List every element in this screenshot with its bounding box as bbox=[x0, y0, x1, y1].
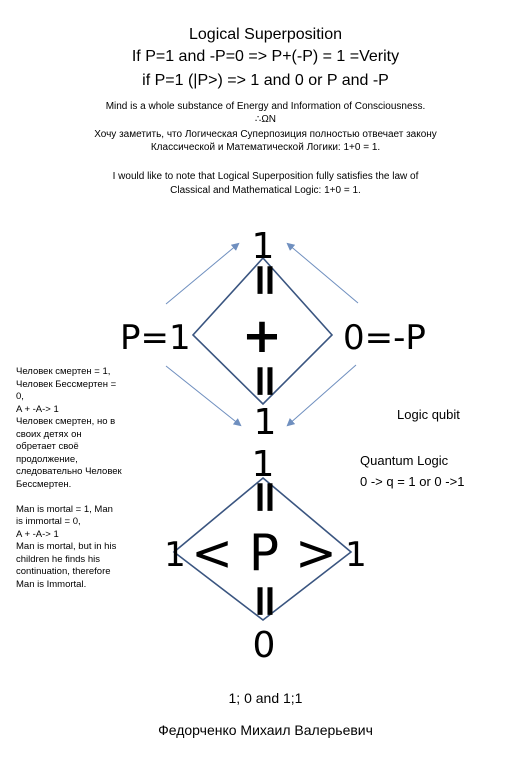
arrow-right-up bbox=[288, 244, 358, 303]
note-ru-line: обретает своё bbox=[16, 441, 79, 452]
bottom-diamond-equals-top: = bbox=[240, 478, 291, 516]
side-notes bbox=[16, 366, 140, 591]
note-ru-line: Человек Бессмертен = bbox=[16, 378, 117, 390]
omega-symbol: ∴ΩN bbox=[254, 114, 277, 125]
bottom-diamond-right-value: 1 bbox=[345, 535, 367, 575]
quantum-logic-label: Quantum Logic bbox=[360, 453, 449, 468]
note-ru-line: Бессмертен. bbox=[16, 478, 72, 490]
bottom-diamond-equals-bottom: = bbox=[240, 582, 291, 620]
arrow-right-down bbox=[288, 365, 356, 425]
bottom-diamond-left-value: 1 bbox=[164, 535, 186, 575]
mind-statement: Mind is a whole substance of Energy and Information of Consciousness. bbox=[105, 101, 426, 112]
author-name: Федорченко Михаил Валерьевич bbox=[158, 722, 373, 738]
top-diamond-equals-bottom: = bbox=[240, 362, 291, 400]
note-ru-line: продолжение, bbox=[16, 453, 78, 465]
quantum-logic-formula: 0 -> q = 1 or 0 ->1 bbox=[360, 474, 465, 489]
logic-qubit-label: Logic qubit bbox=[397, 407, 460, 422]
note-en-line: Man is Immortal. bbox=[16, 578, 87, 590]
top-diamond-right-label: 0=-P bbox=[343, 318, 426, 358]
top-diamond-equals-top: = bbox=[240, 261, 291, 299]
note-ru-line: Человек смертен, но в bbox=[16, 416, 116, 427]
bottom-diamond-top-value: 1 bbox=[251, 444, 275, 485]
english-note-line1: I would like to note that Logical Superposition fully satisfies the law of bbox=[112, 171, 419, 182]
note-en-line: Man is mortal, but in his bbox=[16, 541, 117, 552]
top-diamond-top-value: 1 bbox=[251, 226, 275, 267]
note-ru-line: Человек смертен = 1, bbox=[16, 366, 111, 377]
formula-verity: If P=1 and -P=0 => P+(-P) = 1 =Verity bbox=[131, 48, 400, 65]
formula-superposition: if P=1 (|P>) => 1 and 0 or P and -P bbox=[142, 72, 389, 89]
top-diamond-bottom-value: 1 bbox=[253, 402, 277, 443]
note-en-line: is immortal = 0, bbox=[16, 516, 81, 527]
top-diamond-left-label: P=1 bbox=[120, 318, 191, 358]
russian-note-line1: Хочу заметить, что Логическая Суперпозиция полностью отвечает закону bbox=[94, 129, 437, 140]
note-ru-line: своих детях он bbox=[16, 428, 82, 440]
page-title: Logical Superposition bbox=[189, 26, 342, 43]
note-en-line: continuation, therefore bbox=[16, 566, 111, 577]
arrow-left-up bbox=[166, 244, 238, 304]
russian-note-line2: Классической и Математической Логики: 1+0 = 1. bbox=[150, 142, 381, 153]
bottom-diamond-bottom-value: 0 bbox=[252, 625, 276, 666]
note-en-line: A + -A-> 1 bbox=[16, 528, 59, 540]
note-en-line: Man is mortal = 1, Man bbox=[16, 503, 113, 515]
bottom-diamond-center-ket: < P > bbox=[191, 524, 337, 582]
note-ru-line: A + -A-> 1 bbox=[16, 403, 59, 415]
note-ru-line: 0, bbox=[16, 391, 24, 402]
arrow-left-down bbox=[166, 366, 240, 425]
top-diamond-center-sign: + bbox=[241, 308, 283, 364]
footer-values: 1; 0 and 1;1 bbox=[228, 690, 303, 706]
note-en-line: children he finds his bbox=[16, 553, 100, 565]
note-ru-line: следовательно Человек bbox=[16, 466, 122, 477]
english-note-line2: Classical and Mathematical Logic: 1+0 = 1. bbox=[170, 185, 361, 196]
